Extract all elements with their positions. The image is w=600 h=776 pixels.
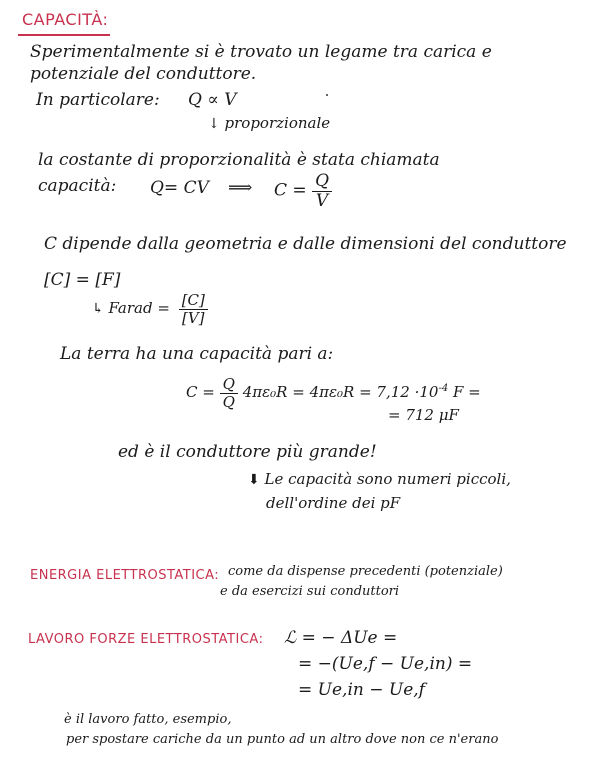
farad-line <box>92 292 208 326</box>
terra-result: = 712 μF <box>388 406 459 424</box>
lavoro-note-1: è il lavoro fatto, esempio, <box>64 712 232 727</box>
energia-text-2: e da esercizi sui conduttori <box>220 584 400 599</box>
farad-numerator: [C] <box>179 292 208 310</box>
grande-note-1-text: Le capacità sono numeri piccoli, <box>264 470 511 488</box>
arrow-down-right-icon: ↳ <box>92 301 104 317</box>
stray-dot <box>326 94 328 96</box>
terra-fraction <box>220 376 238 410</box>
proportional-note <box>208 114 330 132</box>
terra-line: La terra ha una capacità pari a: <box>60 344 334 364</box>
lavoro-note-2: per spostare cariche da un punto ad un altro dove non ce n'erano <box>66 732 499 747</box>
farad-fraction <box>179 292 208 326</box>
energia-text-1: come da dispense precedenti (potenziale) <box>228 564 503 579</box>
terra-unit: F = <box>452 383 481 401</box>
terra-formula-lhs: C = <box>186 383 215 401</box>
costante-label: capacità: <box>38 176 117 196</box>
proportional-relation: Q ∝ V <box>188 90 237 110</box>
lavoro-label: LAVORO FORZE ELETTROSTATICA: <box>28 632 264 647</box>
intro-line-2: potenziale del conduttore. <box>30 64 257 84</box>
terra-expression: 4πε₀R = 4πε₀R = 7,12 ·10 <box>242 383 439 401</box>
capacity-numerator: Q <box>312 172 332 192</box>
capacity-fraction <box>312 172 332 210</box>
title-underline <box>18 34 110 36</box>
grande-note-2: dell'ordine dei pF <box>266 494 401 512</box>
terra-formula <box>186 376 481 410</box>
dipende-line: C dipende dalla geometria e dalle dimensioni del conduttore <box>44 234 567 254</box>
terra-exponent: -4 <box>438 383 449 394</box>
capacity-formula <box>274 172 332 210</box>
page-title: CAPACITÀ: <box>22 10 109 29</box>
proportional-note-text: proporzionale <box>224 114 331 132</box>
lavoro-line-2: = −(Ue,f − Ue,in) = <box>298 654 473 674</box>
costante-line-1: la costante di proporzionalità è stata chiamata <box>38 150 440 170</box>
grande-line: ed è il conduttore più grande! <box>118 442 377 462</box>
charge-formula: Q= CV <box>150 178 209 198</box>
farad-denominator: [V] <box>182 308 205 327</box>
arrow-down-icon: ↓ <box>208 116 220 132</box>
implies-arrow-icon: ⟹ <box>228 178 253 198</box>
terra-denominator: Q <box>222 392 235 411</box>
lavoro-line-1: ℒ = − ΔUe = <box>284 628 398 648</box>
lavoro-line-3: = Ue,in − Ue,f <box>298 680 425 700</box>
particolare-label: In particolare: <box>36 90 160 110</box>
units-line: [C] = [F] <box>44 270 121 290</box>
capacity-denominator: V <box>315 190 329 211</box>
intro-line-1: Sperimentalmente si è trovato un legame tra carica e <box>30 42 492 62</box>
capacity-formula-lhs: C = <box>274 180 307 201</box>
grande-note-1 <box>248 470 511 488</box>
bold-arrow-down-icon: ⬇ <box>248 472 260 488</box>
energia-label: ENERGIA ELETTROSTATICA: <box>30 568 220 583</box>
farad-label: Farad = <box>108 299 170 317</box>
terra-numerator: Q <box>220 376 238 394</box>
